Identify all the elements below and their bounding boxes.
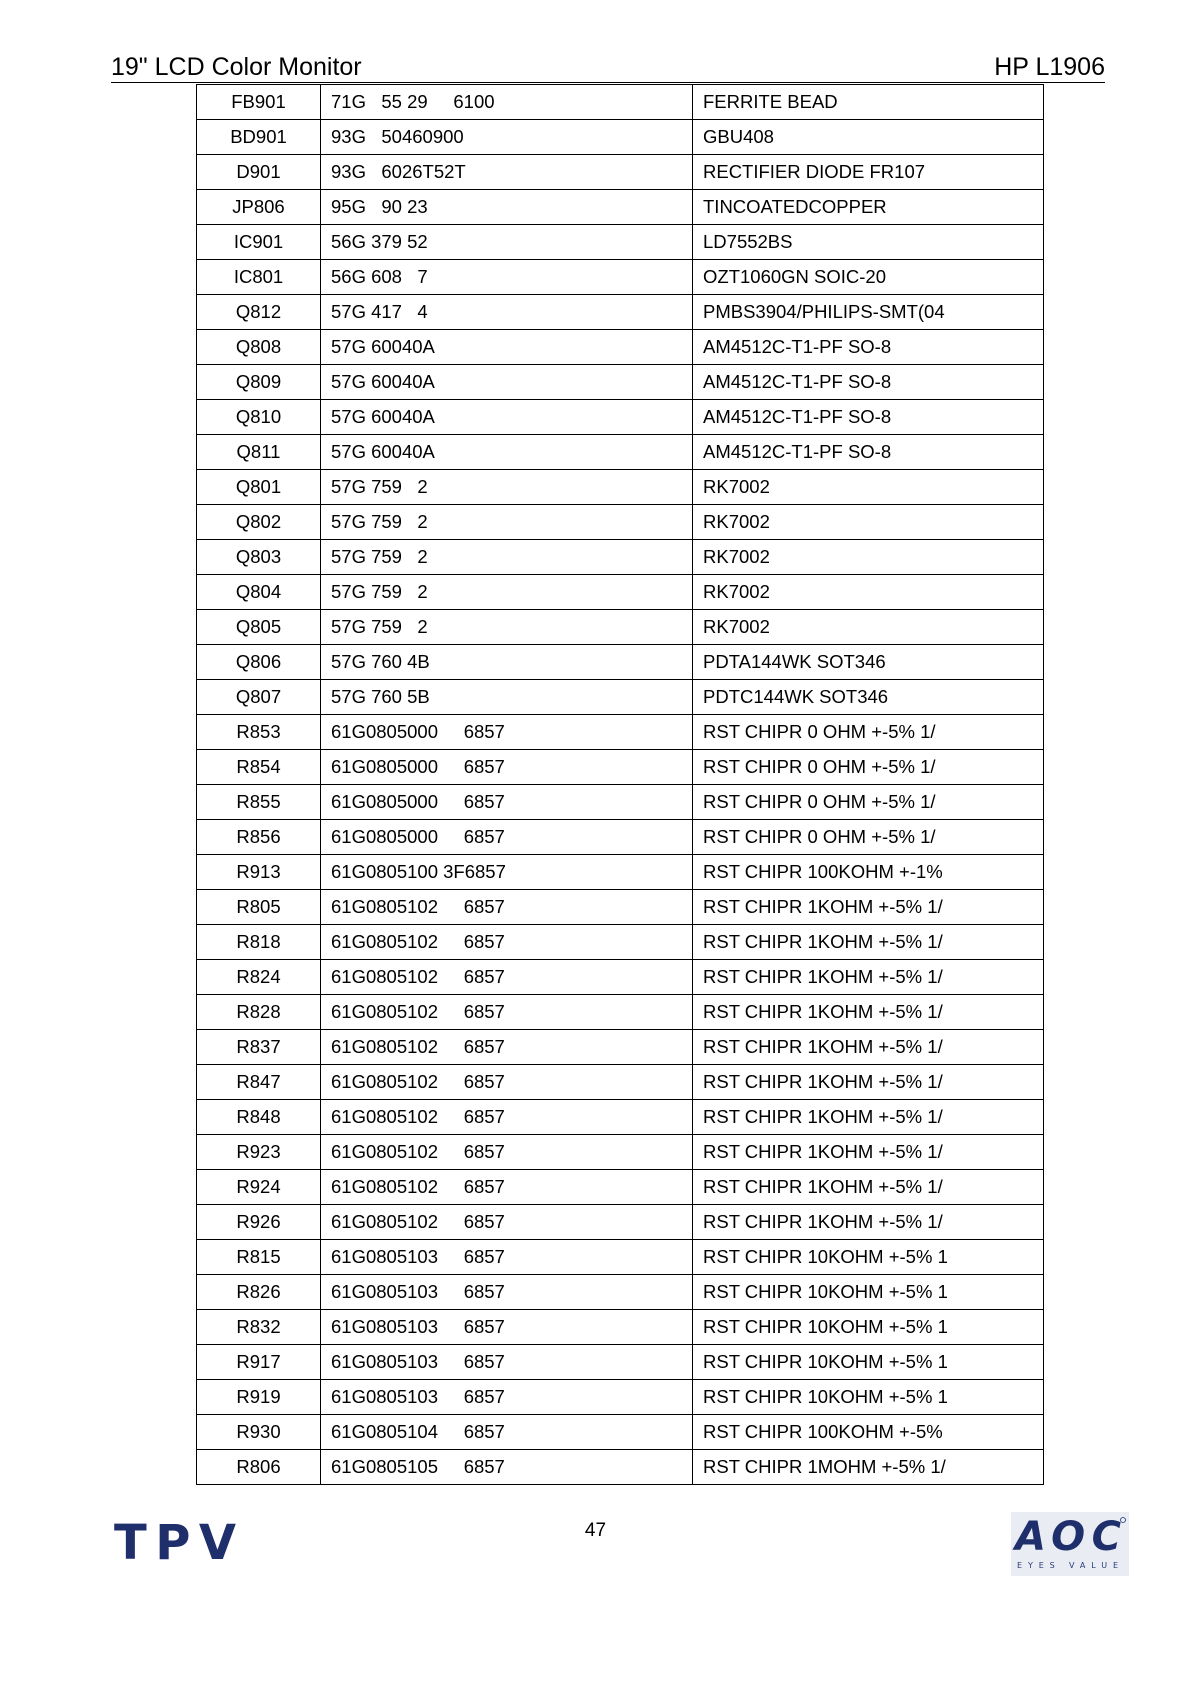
description-cell: RST CHIPR 1KOHM +-5% 1/: [693, 890, 1044, 925]
ref-cell: R806: [197, 1450, 321, 1485]
part-number-cell: 61G0805103 6857: [321, 1345, 693, 1380]
ref-cell: R828: [197, 995, 321, 1030]
part-number-cell: 93G 50460900: [321, 120, 693, 155]
part-number-cell: 61G0805000 6857: [321, 820, 693, 855]
table-row: [197, 925, 1044, 960]
table-row: [197, 855, 1044, 890]
part-number-cell: 61G0805103 6857: [321, 1275, 693, 1310]
part-number-cell: 57G 60040A: [321, 330, 693, 365]
table-row: [197, 155, 1044, 190]
description-cell: RST CHIPR 1KOHM +-5% 1/: [693, 960, 1044, 995]
parts-list-body: [197, 85, 1044, 1485]
table-row: [197, 225, 1044, 260]
table-row: [197, 1100, 1044, 1135]
ref-cell: D901: [197, 155, 321, 190]
part-number-cell: 57G 60040A: [321, 365, 693, 400]
aoc-logo: [1011, 1512, 1129, 1576]
ref-cell: Q809: [197, 365, 321, 400]
page-header: [111, 52, 1105, 83]
ref-cell: R824: [197, 960, 321, 995]
part-number-cell: 61G0805100 3F6857: [321, 855, 693, 890]
ref-cell: FB901: [197, 85, 321, 120]
table-row: [197, 330, 1044, 365]
table-row: [197, 645, 1044, 680]
description-cell: RK7002: [693, 505, 1044, 540]
table-row: [197, 1275, 1044, 1310]
description-cell: RST CHIPR 10KOHM +-5% 1: [693, 1310, 1044, 1345]
table-row: [197, 365, 1044, 400]
description-cell: RECTIFIER DIODE FR107: [693, 155, 1044, 190]
description-cell: AM4512C-T1-PF SO-8: [693, 435, 1044, 470]
description-cell: RK7002: [693, 575, 1044, 610]
table-row: [197, 540, 1044, 575]
description-cell: RST CHIPR 100KOHM +-5%: [693, 1415, 1044, 1450]
part-number-cell: 57G 759 2: [321, 470, 693, 505]
ref-cell: R854: [197, 750, 321, 785]
description-cell: RST CHIPR 0 OHM +-5% 1/: [693, 820, 1044, 855]
table-row: [197, 1310, 1044, 1345]
part-number-cell: 61G0805102 6857: [321, 995, 693, 1030]
parts-list-table: [196, 84, 1044, 1485]
part-number-cell: 57G 759 2: [321, 575, 693, 610]
aoc-logo-text: AOC: [1015, 1514, 1121, 1560]
part-number-cell: 71G 55 29 6100: [321, 85, 693, 120]
ref-cell: Q801: [197, 470, 321, 505]
table-row: [197, 470, 1044, 505]
table-row: [197, 575, 1044, 610]
table-row: [197, 995, 1044, 1030]
part-number-cell: 61G0805102 6857: [321, 1135, 693, 1170]
table-row: [197, 190, 1044, 225]
part-number-cell: 93G 6026T52T: [321, 155, 693, 190]
table-row: [197, 1450, 1044, 1485]
description-cell: FERRITE BEAD: [693, 85, 1044, 120]
ref-cell: Q810: [197, 400, 321, 435]
table-row: [197, 960, 1044, 995]
part-number-cell: 61G0805102 6857: [321, 890, 693, 925]
description-cell: AM4512C-T1-PF SO-8: [693, 400, 1044, 435]
description-cell: RST CHIPR 1KOHM +-5% 1/: [693, 1170, 1044, 1205]
document-title: 19" LCD Color Monitor: [111, 53, 362, 81]
table-row: [197, 1065, 1044, 1100]
table-row: [197, 1170, 1044, 1205]
part-number-cell: 61G0805000 6857: [321, 715, 693, 750]
description-cell: RST CHIPR 0 OHM +-5% 1/: [693, 715, 1044, 750]
description-cell: RST CHIPR 10KOHM +-5% 1: [693, 1275, 1044, 1310]
ref-cell: BD901: [197, 120, 321, 155]
page-number: 47: [584, 1520, 607, 1541]
part-number-cell: 61G0805000 6857: [321, 750, 693, 785]
description-cell: RK7002: [693, 610, 1044, 645]
description-cell: RST CHIPR 1KOHM +-5% 1/: [693, 1065, 1044, 1100]
ref-cell: Q804: [197, 575, 321, 610]
part-number-cell: 57G 417 4: [321, 295, 693, 330]
description-cell: RST CHIPR 100KOHM +-1%: [693, 855, 1044, 890]
part-number-cell: 56G 379 52: [321, 225, 693, 260]
ref-cell: R930: [197, 1415, 321, 1450]
description-cell: PDTA144WK SOT346: [693, 645, 1044, 680]
ref-cell: R919: [197, 1380, 321, 1415]
table-row: [197, 120, 1044, 155]
part-number-cell: 61G0805105 6857: [321, 1450, 693, 1485]
tpv-logo: [114, 1515, 242, 1565]
ref-cell: Q808: [197, 330, 321, 365]
part-number-cell: 57G 60040A: [321, 435, 693, 470]
ref-cell: R815: [197, 1240, 321, 1275]
ref-cell: Q802: [197, 505, 321, 540]
ref-cell: IC901: [197, 225, 321, 260]
table-row: [197, 1415, 1044, 1450]
description-cell: GBU408: [693, 120, 1044, 155]
description-cell: RST CHIPR 0 OHM +-5% 1/: [693, 750, 1044, 785]
ref-cell: Q812: [197, 295, 321, 330]
part-number-cell: 61G0805104 6857: [321, 1415, 693, 1450]
part-number-cell: 56G 608 7: [321, 260, 693, 295]
description-cell: RST CHIPR 1KOHM +-5% 1/: [693, 1135, 1044, 1170]
table-row: [197, 820, 1044, 855]
ref-cell: R853: [197, 715, 321, 750]
description-cell: RST CHIPR 0 OHM +-5% 1/: [693, 785, 1044, 820]
table-row: [197, 260, 1044, 295]
part-number-cell: 61G0805102 6857: [321, 925, 693, 960]
part-number-cell: 57G 760 5B: [321, 680, 693, 715]
part-number-cell: 61G0805103 6857: [321, 1380, 693, 1415]
aoc-logo-tagline: EYES VALUE: [1017, 1561, 1121, 1570]
part-number-cell: 61G0805102 6857: [321, 1170, 693, 1205]
table-row: [197, 785, 1044, 820]
description-cell: RST CHIPR 1KOHM +-5% 1/: [693, 925, 1044, 960]
ref-cell: R855: [197, 785, 321, 820]
description-cell: PMBS3904/PHILIPS-SMT(04: [693, 295, 1044, 330]
table-row: [197, 1135, 1044, 1170]
part-number-cell: 61G0805000 6857: [321, 785, 693, 820]
table-row: [197, 610, 1044, 645]
part-number-cell: 57G 60040A: [321, 400, 693, 435]
table-row: [197, 505, 1044, 540]
table-row: [197, 715, 1044, 750]
table-row: [197, 750, 1044, 785]
description-cell: AM4512C-T1-PF SO-8: [693, 365, 1044, 400]
ref-cell: R917: [197, 1345, 321, 1380]
ref-cell: R913: [197, 855, 321, 890]
description-cell: RST CHIPR 1KOHM +-5% 1/: [693, 1205, 1044, 1240]
description-cell: OZT1060GN SOIC-20: [693, 260, 1044, 295]
part-number-cell: 61G0805102 6857: [321, 960, 693, 995]
ref-cell: Q811: [197, 435, 321, 470]
ref-cell: Q807: [197, 680, 321, 715]
table-row: [197, 1345, 1044, 1380]
tpv-logo-text: TPV: [114, 1515, 240, 1565]
ref-cell: R926: [197, 1205, 321, 1240]
table-row: [197, 1205, 1044, 1240]
ref-cell: R818: [197, 925, 321, 960]
part-number-cell: 61G0805103 6857: [321, 1310, 693, 1345]
description-cell: TINCOATEDCOPPER: [693, 190, 1044, 225]
part-number-cell: 61G0805102 6857: [321, 1030, 693, 1065]
part-number-cell: 57G 760 4B: [321, 645, 693, 680]
description-cell: RK7002: [693, 470, 1044, 505]
part-number-cell: 57G 759 2: [321, 505, 693, 540]
table-row: [197, 85, 1044, 120]
table-row: [197, 890, 1044, 925]
description-cell: LD7552BS: [693, 225, 1044, 260]
table-row: [197, 680, 1044, 715]
table-row: [197, 295, 1044, 330]
model-name: HP L1906: [994, 53, 1105, 81]
ref-cell: Q803: [197, 540, 321, 575]
table-row: [197, 400, 1044, 435]
ref-cell: IC801: [197, 260, 321, 295]
part-number-cell: 61G0805102 6857: [321, 1100, 693, 1135]
table-row: [197, 1240, 1044, 1275]
part-number-cell: 61G0805102 6857: [321, 1065, 693, 1100]
ref-cell: R847: [197, 1065, 321, 1100]
ref-cell: R856: [197, 820, 321, 855]
part-number-cell: 95G 90 23: [321, 190, 693, 225]
ref-cell: R924: [197, 1170, 321, 1205]
description-cell: RST CHIPR 1KOHM +-5% 1/: [693, 995, 1044, 1030]
ref-cell: R923: [197, 1135, 321, 1170]
ref-cell: JP806: [197, 190, 321, 225]
ref-cell: R848: [197, 1100, 321, 1135]
description-cell: RST CHIPR 10KOHM +-5% 1: [693, 1380, 1044, 1415]
description-cell: RST CHIPR 1KOHM +-5% 1/: [693, 1100, 1044, 1135]
description-cell: PDTC144WK SOT346: [693, 680, 1044, 715]
description-cell: RST CHIPR 1KOHM +-5% 1/: [693, 1030, 1044, 1065]
ref-cell: R832: [197, 1310, 321, 1345]
ref-cell: R826: [197, 1275, 321, 1310]
ref-cell: R837: [197, 1030, 321, 1065]
description-cell: RST CHIPR 10KOHM +-5% 1: [693, 1345, 1044, 1380]
description-cell: RK7002: [693, 540, 1044, 575]
part-number-cell: 57G 759 2: [321, 610, 693, 645]
ref-cell: R805: [197, 890, 321, 925]
description-cell: RST CHIPR 1MOHM +-5% 1/: [693, 1450, 1044, 1485]
description-cell: RST CHIPR 10KOHM +-5% 1: [693, 1240, 1044, 1275]
part-number-cell: 61G0805103 6857: [321, 1240, 693, 1275]
table-row: [197, 1380, 1044, 1415]
ref-cell: Q806: [197, 645, 321, 680]
description-cell: AM4512C-T1-PF SO-8: [693, 330, 1044, 365]
part-number-cell: 61G0805102 6857: [321, 1205, 693, 1240]
table-row: [197, 435, 1044, 470]
table-row: [197, 1030, 1044, 1065]
ref-cell: Q805: [197, 610, 321, 645]
part-number-cell: 57G 759 2: [321, 540, 693, 575]
